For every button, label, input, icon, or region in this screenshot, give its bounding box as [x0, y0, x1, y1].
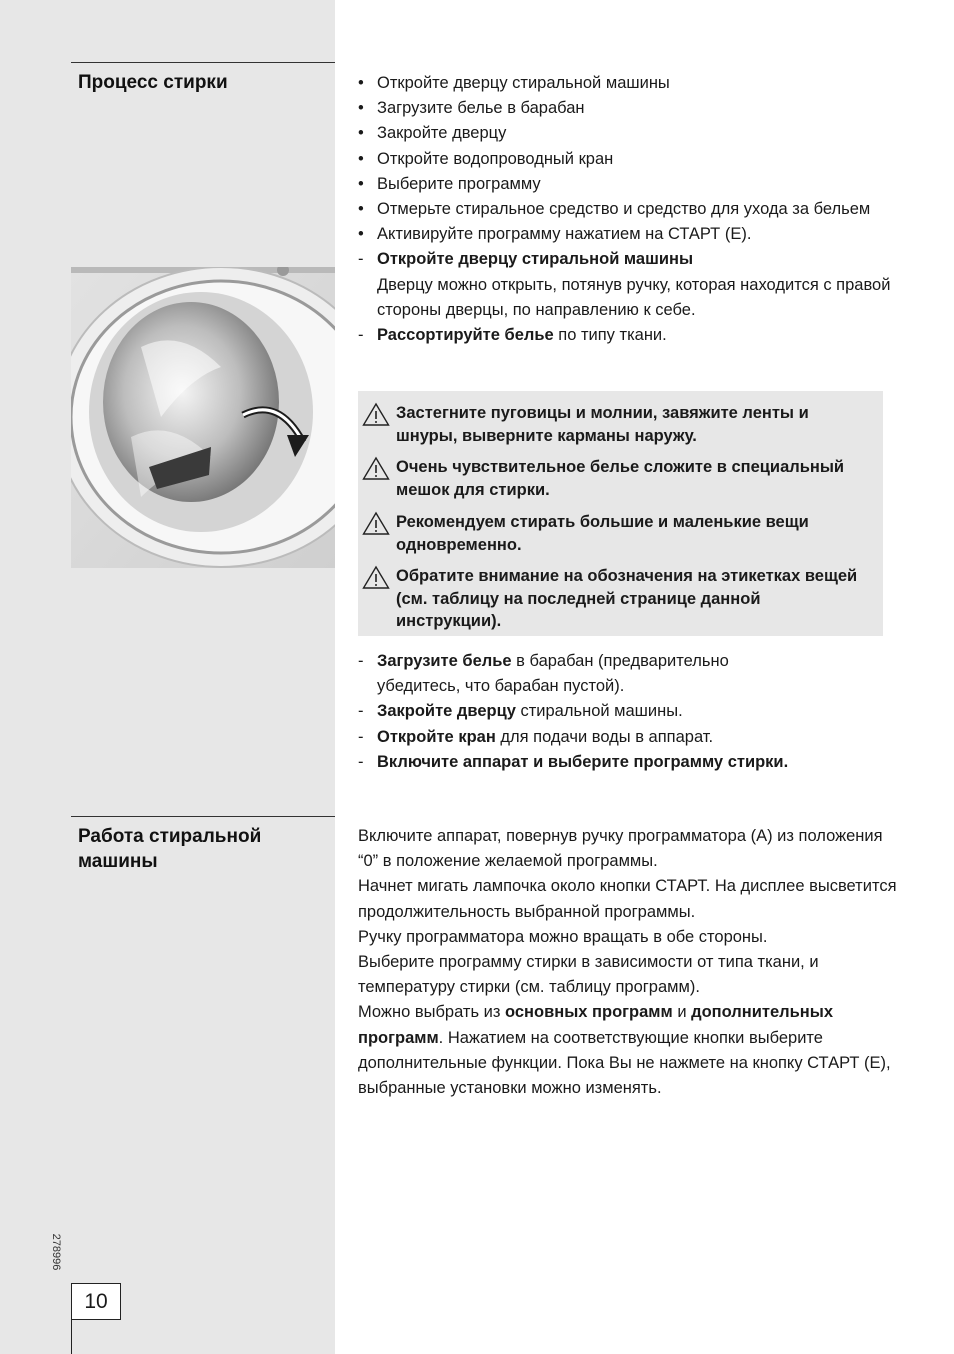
- warning-item: Обратите внимание на обозначения на этикетках вещей (см. таблицу на последней странице данной инструкции).: [358, 565, 883, 633]
- page-number-rule: [71, 1319, 72, 1354]
- list-item: • Откройте водопроводный кран: [358, 149, 614, 168]
- warning-item: Очень чувствительное белье сложите в специальный мешок для стирки.: [358, 456, 883, 501]
- list-item: • Отмерьте стиральное средство и средство для ухода за бельем: [358, 200, 871, 219]
- list-item: • Закройте дверцу: [358, 124, 507, 143]
- warning-triangle-icon: [362, 456, 390, 481]
- section-title-washing: Процесс стирки: [78, 72, 228, 93]
- paragraph: Можно выбрать из основных программ и дополнительных программ. Нажатием на соответствующие кнопки выберите дополнительные функции. Пока Вы не нажмете на кнопку СТАРТ (Е), выбранные установки можно изменять.: [358, 1003, 891, 1098]
- paragraph: Ручку программатора можно вращать в обе стороны.: [358, 927, 768, 946]
- list-item: - Откройте кран для подачи воды в аппарат.: [358, 727, 714, 746]
- warning-triangle-icon: [362, 511, 390, 536]
- warning-triangle-icon: [362, 402, 390, 427]
- warnings-box: [358, 391, 883, 636]
- loading-steps-list: [358, 649, 788, 775]
- document-code: 278996: [50, 1233, 62, 1271]
- list-item: • Активируйте программу нажатием на СТАРТ (Е).: [358, 225, 752, 244]
- left-margin-column: [0, 0, 335, 1354]
- list-item: - Закройте дверцу стиральной машины.: [358, 702, 683, 721]
- list-item: - Откройте дверцу стиральной машины Дверцу можно открыть, потянув ручку, которая находится с правой стороны дверцы, по направлению к себе.: [358, 250, 891, 319]
- warning-triangle-icon: [362, 565, 390, 590]
- washing-machine-door-photo: [71, 267, 335, 568]
- operation-text: [358, 824, 898, 1101]
- list-item: • Откройте дверцу стиральной машины: [358, 74, 670, 92]
- paragraph: Выберите программу стирки в зависимости от типа ткани, и температуру стирки (см. таблицу программ).: [358, 953, 819, 997]
- washing-steps-list: [358, 71, 898, 348]
- section-title-operation: Работа стиральной машины: [78, 826, 262, 872]
- list-item: • Загрузите белье в барабан: [358, 99, 585, 118]
- list-item: • Выберите программу: [358, 174, 541, 193]
- paragraph: Включите аппарат, повернув ручку программатора (А) из положения “0” в положение желаемой программы.: [358, 827, 883, 871]
- warning-item: Застегните пуговицы и молнии, завяжите ленты и шнуры, выверните карманы наружу.: [358, 402, 883, 447]
- section-rule-washing: [71, 62, 335, 63]
- warning-item: Рекомендуем стирать большие и маленькие вещи одновременно.: [358, 511, 883, 556]
- list-item: - Загрузите белье в барабан (предварительно убедитесь, что барабан пустой).: [358, 652, 729, 696]
- list-item: - Рассортируйте белье по типу ткани.: [358, 326, 667, 345]
- section-rule-operation: [71, 816, 335, 817]
- page-number: 10: [71, 1283, 121, 1320]
- list-item: - Включите аппарат и выберите программу стирки.: [358, 752, 789, 771]
- paragraph: Начнет мигать лампочка около кнопки СТАРТ. На дисплее высветится продолжительность выбранной программы.: [358, 877, 897, 921]
